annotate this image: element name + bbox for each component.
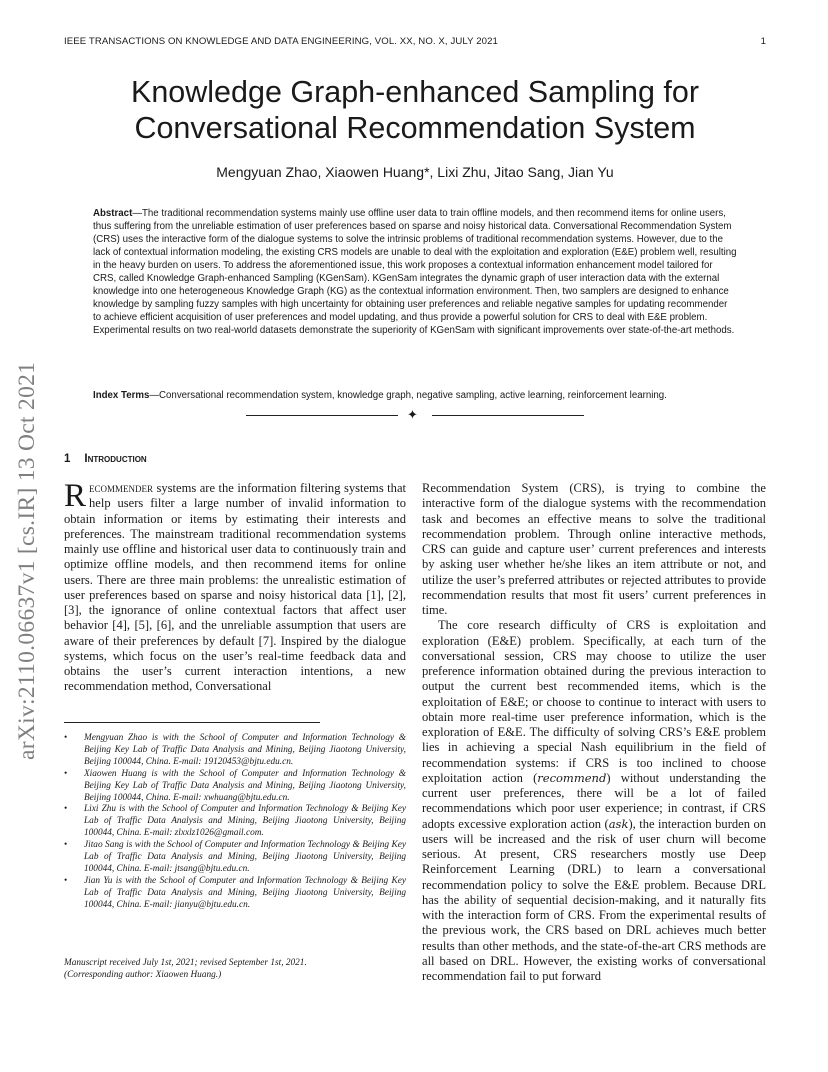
section-divider bbox=[246, 408, 584, 422]
footnote-text: Xiaowen Huang is with the School of Computer and Information Technology & Beijing Key Lab of Traffic Data Analysis and Mining, Beijing Jiaotong University, Beijing 100044, China. E-mail: xwhuang@bjtu.edu.cn. bbox=[84, 768, 406, 803]
manuscript-received: Manuscript received July 1st, 2021; revised September 1st, 2021. bbox=[64, 958, 307, 968]
first-word-rest: ecommender bbox=[89, 481, 154, 495]
index-terms bbox=[93, 390, 738, 403]
footnote-item bbox=[64, 804, 406, 840]
section-title: Introduction bbox=[84, 453, 147, 465]
footnote-rule bbox=[64, 722, 320, 723]
index-terms-text: —Conversational recommendation system, knowledge graph, negative sampling, active learning, reinforcement learning. bbox=[149, 390, 667, 401]
footnote-item bbox=[64, 733, 406, 769]
left-column bbox=[64, 478, 406, 695]
footnote-text: Jitao Sang is with the School of Computer and Information Technology & Beijing Key Lab of Traffic Data Analysis and Mining, Beijing Jiaotong University, Beijing 100044, China. E-mail: jtsang@bjtu.edu.cn. bbox=[84, 840, 406, 874]
corresponding-author: (Corresponding author: Xiaowen Huang.) bbox=[64, 969, 222, 980]
bullet-icon: • bbox=[64, 875, 68, 886]
math-ask: ask bbox=[608, 816, 629, 831]
bullet-icon: • bbox=[64, 733, 68, 743]
footnote-text: Lixi Zhu is with the School of Computer and Information Technology & Beijing Key Lab of Traffic Data Analysis and Mining, Beijing Jiaotong University, Beijing 100044, China. E-mail: zlxxlz1026@gmail.com. bbox=[84, 804, 406, 839]
title-line-2: Conversational Recommendation System bbox=[134, 111, 696, 145]
math-recommend: recommend bbox=[537, 770, 607, 785]
paragraph-2-part-c: ), the interaction burden on users will be increased and the risk of user churn will become serious. At present, CRS researchers mostly use Deep Reinforcement Learning (DRL) to learn a conversational recommendation policy to solve the E&E problem. Because DRL has the ability of sequential decision-making, and it naturally fits with the interaction form of CRS. From the experimental results of the previous work, the CRS based on DRL achieves much better results than other methods, and the state-of-the-art CRS methods are all based on DRL. However, the existing works of conversational recommendation fail to put forward bbox=[422, 816, 767, 983]
footnote-text: Mengyuan Zhao is with the School of Computer and Information Technology & Beijing Key Lab of Traffic Data Analysis and Mining, Beijing Jiaotong University, Beijing 100044, China. E-mail: 19120453@bjtu.edu.cn. bbox=[84, 733, 406, 767]
paragraph-2-part-a: The core research difficulty of CRS is exploitation and exploration (E&E) problem. Specifically, at each turn of the conversational session, CRS may choose to utilize the user preference information obtained during the previous interaction to output the current best recommended items, which is the exploitation of E&E; or choose to continue to interact with users to obtain more real-time user preference information, which is the exploration of E&E. The difficulty of solving CRS’s E&E problem lies in achieving a special Nash equilibrium in the field of recommendation systems: if CRS is too inclined to choose exploitation action ( bbox=[422, 618, 766, 785]
footnote-item bbox=[64, 876, 406, 912]
intro-paragraph-1 bbox=[64, 478, 406, 695]
page-number: 1 bbox=[760, 36, 766, 47]
right-column bbox=[422, 481, 766, 984]
section-heading bbox=[64, 453, 147, 465]
section-number: 1 bbox=[64, 453, 71, 465]
footnote-item bbox=[64, 769, 406, 805]
drop-cap: R bbox=[64, 478, 87, 514]
intro-paragraph-2 bbox=[422, 618, 766, 984]
author-list: Mengyuan Zhao, Xiaowen Huang*, Lixi Zhu, Jitao Sang, Jian Yu bbox=[216, 164, 614, 180]
abstract-label: Abstract bbox=[93, 208, 133, 219]
footnote-item bbox=[64, 840, 406, 876]
arxiv-identifier-stamp[interactable]: arXiv:2110.06637v1 [cs.IR] 13 Oct 2021 bbox=[14, 361, 40, 760]
intro-paragraph-1-continued: Recommendation System (CRS), is trying to combine the interactive form of the dialogue systems with the recommendation task and becomes an effective means to solve the traditional recommendation problem. Through online interactive methods, CRS can guide and capture user’ current preferences and interests by asking user whether he/she likes an item attribute or not, and utilize the user’s preferred attributes or rejected attributes to provide recommendation results that most fit users’ current preferences in time. bbox=[422, 481, 766, 617]
manuscript-note bbox=[64, 958, 406, 982]
abstract bbox=[93, 208, 738, 338]
index-terms-label: Index Terms bbox=[93, 390, 150, 401]
title-line-1: Knowledge Graph-enhanced Sampling for bbox=[130, 75, 699, 109]
bullet-icon: • bbox=[64, 804, 68, 815]
running-header bbox=[64, 36, 766, 47]
intro-paragraph-1-text: systems are the information filtering systems that help users filter a large number of invalid information to obtain information or items by estimating their interests and preferences. The mainstream traditional recommendation systems mainly use offline and historical user data to continuously train and optimize offline models, and then recommend items for online users. There are three main problems: the unrealistic estimation of user preferences based on sparse and noisy historical data [1], [2], [3], the ignorance of online contextual factors that affect user behavior [4], [5], [6], and the unreliable assumption that users are aware of their preferences by default [7]. Inspired by the dialogue systems, which focus on the user’s real-time feedback data and obtains the user’s current interaction intentions, a new recommendation method, Conversational bbox=[64, 481, 406, 694]
paper-title bbox=[64, 74, 766, 146]
paragraph-2-part-b: ) without understanding the current user preferences, there will be a lot of failed recommendations which poor user experience; in contrast, if CRS adopts excessive exploration action ( bbox=[422, 770, 766, 831]
bullet-icon: • bbox=[64, 768, 68, 779]
diamond-ornament-icon: ✦ bbox=[407, 407, 418, 422]
author-affiliation-footnotes bbox=[64, 733, 406, 912]
abstract-text: —The traditional recommendation systems mainly use offline user data to train offline models, and then recommend items for online users, thus suffering from the unreliable estimation of user preferences based on sparse and noisy historical data. Conversational Recommendation System (CRS) uses the interactive form of the dialogue systems to solve the intrinsic problems of traditional recommendation systems. However, due to the lack of contextual information modeling, the existing CRS models are unable to deal with the exploitation and exploration (E&E) problem well, resulting in the heavy burden on users. To address the aforementioned issue, this work proposes a contextual information enhancement model tailored for CRS, called Knowledge Graph-enhanced Sampling (KGenSam). KGenSam integrates the dynamic graph of user interaction data with the external knowledge into one heterogeneous Knowledge Graph (KG) as the contextual information environment. Then, two samplers are designed to enhance knowledge by sampling fuzzy samples with high uncertainty for obtaining user preferences and reliable negative samples for updating recommender to achieve efficient acquisition of user preferences and model updating, and thus provide a powerful solution for CRS to deal with E&E problem. Experimental results on two real-world datasets demonstrate the superiority of KGenSam with significant improvements over state-of-the-art methods. bbox=[93, 208, 737, 336]
divider-line-left bbox=[246, 415, 398, 416]
journal-line: IEEE TRANSACTIONS ON KNOWLEDGE AND DATA ENGINEERING, VOL. XX, NO. X, JULY 2021 bbox=[64, 36, 498, 47]
footnote-text: Jian Yu is with the School of Computer and Information Technology & Beijing Key Lab of Traffic Data Analysis and Mining, Beijing Jiaotong University, Beijing 100044, China. E-mail: jianyu@bjtu.edu.cn. bbox=[84, 875, 406, 910]
divider-line-right bbox=[432, 415, 584, 416]
bullet-icon: • bbox=[64, 840, 68, 851]
